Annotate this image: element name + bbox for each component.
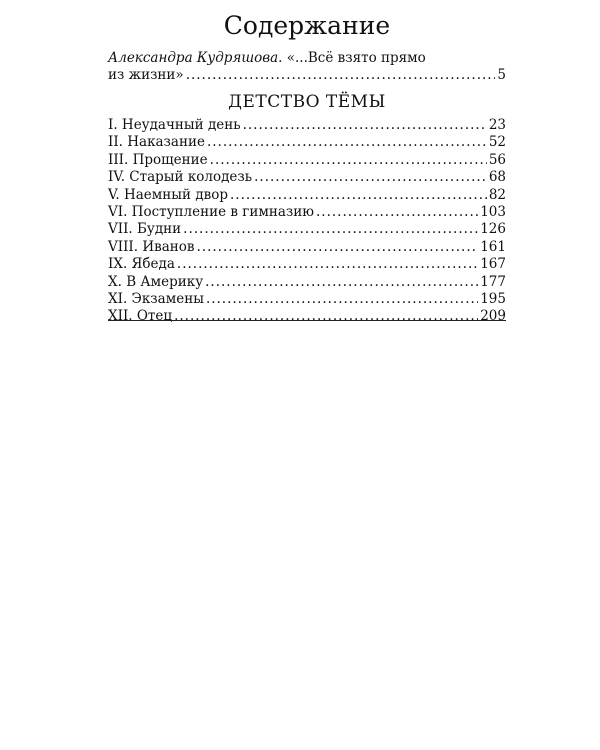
chapter-entry (108, 152, 506, 169)
chapter-page-number: 177 (480, 273, 506, 290)
chapter-page-number: 23 (488, 117, 506, 133)
chapter-label: XII. Отец (108, 308, 173, 325)
chapter-page-number: 195 (480, 291, 506, 308)
chapter-entry (108, 221, 506, 238)
chapter-entry (108, 308, 506, 325)
chapter-page-number: 209 (480, 308, 506, 325)
section-title: ДЕТСТВО ТЁМЫ (228, 92, 386, 112)
chapter-page-number: 52 (488, 134, 506, 151)
chapter-entry (108, 134, 506, 151)
dot-leader (174, 308, 478, 325)
preface-title-line1: «...Всё взято прямо (286, 50, 426, 66)
table-of-contents (108, 0, 506, 326)
dot-leader (316, 204, 478, 221)
chapter-entry (108, 291, 506, 308)
chapter-list (108, 117, 506, 326)
chapter-entry (108, 274, 506, 291)
dot-leader (243, 117, 487, 134)
chapter-label: V. Наемный двор (108, 186, 228, 203)
chapter-entry (108, 239, 506, 256)
chapter-page-number: 126 (480, 221, 506, 238)
chapter-page-number: 167 (480, 256, 506, 273)
dot-leader (186, 67, 496, 84)
chapter-entry (108, 117, 506, 134)
chapter-label: IV. Старый колодезь (108, 169, 253, 186)
chapter-page-number: 68 (488, 169, 506, 186)
dot-leader (230, 187, 487, 204)
chapter-page-number: 161 (480, 238, 506, 255)
preface-author: Александра Кудряшова. (108, 50, 283, 66)
chapter-page-number: 82 (488, 186, 506, 203)
chapter-label: VIII. Иванов (108, 238, 195, 255)
preface-page-row (108, 67, 506, 84)
chapter-label: IX. Ябеда (108, 256, 175, 273)
dot-leader (177, 256, 478, 273)
preface-line (108, 50, 506, 67)
dot-leader (210, 152, 487, 169)
dot-leader (183, 221, 478, 238)
chapter-label: III. Прощение (108, 151, 208, 168)
chapter-entry (108, 256, 506, 273)
preface-title-line2: из жизни» (108, 67, 184, 83)
chapter-label: I. Неудачный день (108, 117, 241, 133)
chapter-entry (108, 204, 506, 221)
bottom-rule (108, 320, 506, 321)
dot-leader (196, 239, 478, 256)
chapter-label: II. Наказание (108, 134, 205, 151)
chapter-label: X. В Америку (108, 273, 204, 290)
chapter-label: VI. Поступление в гимназию (108, 204, 315, 221)
chapter-label: VII. Будни (108, 221, 182, 238)
chapter-label: XI. Экзамены (108, 291, 204, 308)
preface-page-number: 5 (497, 67, 506, 83)
preface-entry (108, 50, 506, 84)
chapter-page-number: 103 (480, 204, 506, 221)
chapter-entry (108, 187, 506, 204)
chapter-entry (108, 169, 506, 186)
dot-leader (254, 169, 487, 186)
chapter-page-number: 56 (488, 151, 506, 168)
dot-leader (205, 274, 478, 291)
page-title: Содержание (223, 11, 391, 40)
dot-leader (206, 291, 478, 308)
dot-leader (207, 134, 487, 151)
